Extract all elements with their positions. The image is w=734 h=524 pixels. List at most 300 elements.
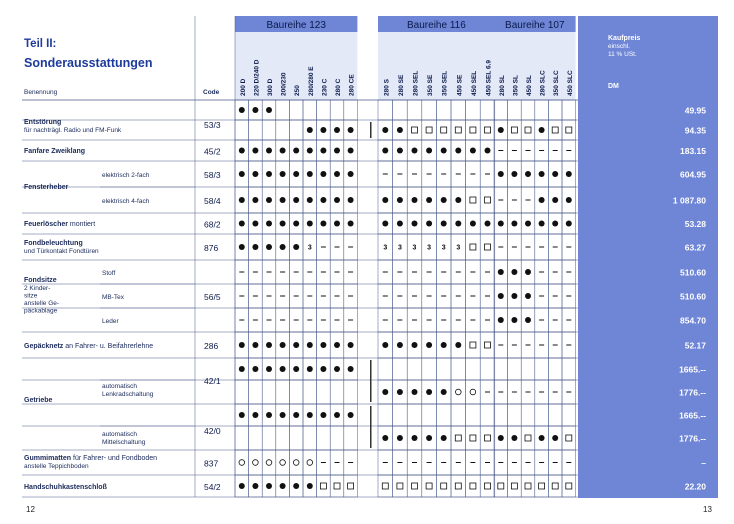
bracket-marker (370, 122, 372, 138)
grid-cell (276, 380, 290, 404)
symbol-dot (348, 171, 354, 177)
fondsitze-sub: sitze (24, 292, 38, 300)
symbol-dot (334, 366, 340, 372)
price-column-bg (578, 16, 718, 498)
symbol-dot (266, 221, 272, 227)
symbol-dot (307, 127, 313, 133)
symbol-open-circle (307, 460, 313, 466)
symbol-dot (293, 221, 299, 227)
price-value: 604.95 (680, 169, 706, 180)
symbol-three: 3 (441, 244, 446, 252)
symbol-dot (348, 127, 354, 133)
symbol-dot (511, 435, 517, 441)
grid-cell (393, 404, 408, 426)
price-value: 854.70 (680, 315, 706, 326)
symbol-dot (455, 197, 461, 203)
grid-cell (330, 426, 344, 450)
grid-cell (562, 404, 576, 426)
symbol-dot (397, 435, 403, 441)
symbol-open-circle (293, 460, 299, 466)
price-value: 52.17 (684, 340, 706, 351)
model-name-models_123: 280 CE (348, 74, 356, 96)
grid-cell (407, 404, 422, 426)
symbol-dot (525, 317, 531, 323)
grid-cell (330, 100, 344, 120)
symbol-dot (498, 269, 504, 275)
grid-cell (393, 100, 408, 120)
symbol-open-square (525, 483, 531, 489)
grid-cell (235, 120, 249, 140)
benennung-header: Benennung (24, 89, 58, 96)
getriebe-lenk-2: Lenkradschaltung (102, 391, 154, 398)
symbol-open-square (334, 483, 340, 489)
symbol-dot (566, 197, 572, 203)
symbol-dot (498, 317, 504, 323)
symbol-open-square (552, 127, 558, 133)
symbol-dot (280, 366, 286, 372)
symbol-dot (280, 221, 286, 227)
fensterheber-4fach: elektrisch 4-fach (102, 198, 150, 205)
symbol-dot (455, 221, 461, 227)
stoff-label: Stoff (102, 270, 116, 277)
symbol-dot (566, 171, 572, 177)
option-code: 68/2 (204, 219, 221, 230)
symbol-dot (266, 366, 272, 372)
symbol-dot (426, 221, 432, 227)
grid-cell (262, 426, 276, 450)
symbol-open-square (485, 342, 491, 348)
symbol-dot (293, 148, 299, 154)
grid-cell (249, 426, 263, 450)
symbol-open-square (566, 127, 572, 133)
grid-cell (480, 404, 495, 426)
symbol-dot (348, 366, 354, 372)
grid-cell (276, 426, 290, 450)
symbol-dot (485, 221, 491, 227)
model-name-models_123: 280 C (335, 78, 342, 96)
symbol-dot (252, 244, 258, 250)
symbol-open-square (382, 483, 388, 489)
grid-cell (535, 100, 549, 120)
symbol-open-square (470, 483, 476, 489)
symbol-open-square (525, 127, 531, 133)
symbol-dot (320, 366, 326, 372)
model-name-models_116: 280 S (383, 79, 391, 96)
grid-cell (262, 380, 276, 404)
symbol-three: 3 (456, 244, 461, 252)
price-value: 22.20 (684, 481, 706, 492)
symbol-open-square (470, 435, 476, 441)
gummimatten-rest: für Fahrer- und Fondboden (71, 455, 158, 462)
grid-cell (494, 358, 508, 380)
symbol-dot (307, 171, 313, 177)
price-value: 1665.-- (679, 364, 706, 375)
model-name-models_123: 220 D/240 D (253, 59, 261, 96)
grid-cell (303, 426, 317, 450)
symbol-dot (441, 221, 447, 227)
symbol-dot (307, 342, 313, 348)
symbol-dot (552, 435, 558, 441)
price-value: 49.95 (684, 105, 706, 116)
symbol-dot (252, 366, 258, 372)
fondsitze-sub: 2 Kinder- (24, 285, 51, 292)
grid-cell (262, 120, 276, 140)
grid-cell (466, 100, 481, 120)
symbol-dot (334, 127, 340, 133)
model-name-models_116: 280 SEL (412, 70, 420, 96)
grid-cell (249, 380, 263, 404)
option-code: 286 (204, 341, 219, 351)
grid-cell (407, 358, 422, 380)
symbol-dot (412, 389, 418, 395)
getriebe-mittel-1: automatisch (102, 431, 138, 438)
symbol-dot (485, 148, 491, 154)
symbol-dot (348, 221, 354, 227)
symbol-open-circle (253, 460, 259, 466)
symbol-open-circle (470, 389, 476, 395)
symbol-dot (511, 293, 517, 299)
grid-cell (422, 358, 437, 380)
entstoerung-label: Entstörung (24, 119, 62, 126)
symbol-open-square (441, 483, 447, 489)
symbol-dot (511, 269, 517, 275)
gummimatten-sub: anstelle Teppichboden (24, 463, 89, 470)
grid-cell (548, 100, 562, 120)
symbol-dot (498, 127, 504, 133)
option-code: 54/2 (204, 482, 221, 492)
symbol-open-square (498, 483, 504, 489)
symbol-dot (293, 483, 299, 489)
symbol-open-square (470, 197, 476, 203)
symbol-dot (252, 221, 258, 227)
symbol-dot (239, 171, 245, 177)
model-name-models_123: 230 C (321, 78, 329, 96)
symbol-dot (470, 221, 476, 227)
symbol-dot (252, 197, 258, 203)
price-value: – (701, 458, 706, 468)
symbol-dot (280, 412, 286, 418)
symbol-dot (441, 342, 447, 348)
symbol-dot (539, 171, 545, 177)
symbol-dot (426, 389, 432, 395)
grid-cell (407, 100, 422, 120)
symbol-dot (397, 148, 403, 154)
price-value: 94.35 (684, 125, 706, 136)
model-name-models_116: 280 SE (397, 74, 405, 96)
symbol-dot (293, 244, 299, 250)
option-code: 56/5 (204, 292, 221, 302)
grid-cell (393, 358, 408, 380)
symbol-dot (426, 148, 432, 154)
model-name-models_107: 350 SLC (553, 70, 561, 96)
option-code: 837 (204, 458, 219, 469)
symbol-open-square (441, 127, 447, 133)
symbol-open-square (485, 435, 491, 441)
symbol-dot (397, 389, 403, 395)
symbol-dot (266, 107, 272, 113)
symbol-dot (307, 483, 313, 489)
grid-cell (303, 380, 317, 404)
symbol-open-circle (266, 460, 272, 466)
symbol-open-square (566, 435, 572, 441)
symbol-dot (397, 342, 403, 348)
option-code: 876 (204, 243, 219, 253)
symbol-dot (566, 221, 572, 227)
symbol-dot (511, 221, 517, 227)
grid-cell (422, 404, 437, 426)
price-header: Kaufpreis (608, 35, 641, 42)
symbol-dot (334, 148, 340, 154)
symbol-dot (280, 483, 286, 489)
getriebe-lenk-code: 42/1 (204, 376, 221, 386)
grid-cell (436, 358, 451, 380)
symbol-dot (539, 127, 545, 133)
symbol-dot (320, 148, 326, 154)
symbol-dot (320, 127, 326, 133)
grid-cell (378, 100, 393, 120)
model-name-models_107: 280 SL (498, 75, 506, 96)
fensterheber-2fach: elektrisch 2-fach (102, 172, 150, 179)
symbol-dot (348, 342, 354, 348)
symbol-dot (511, 317, 517, 323)
symbol-dot (239, 244, 245, 250)
page-number-left: 12 (26, 505, 35, 514)
symbol-dot (320, 342, 326, 348)
code-header: Code (203, 89, 220, 96)
symbol-open-square (511, 127, 517, 133)
getriebe-label: Getriebe (24, 397, 53, 404)
grid-cell (562, 100, 576, 120)
grid-cell (317, 426, 331, 450)
symbol-dot (307, 197, 313, 203)
symbol-dot (252, 483, 258, 489)
grid-cell (378, 404, 393, 426)
section-label: Teil II: (24, 38, 57, 50)
symbol-dot (266, 197, 272, 203)
fondbeleuchtung-label: Fondbeleuchtung (24, 240, 83, 247)
symbol-dot (239, 412, 245, 418)
model-name-models_116: 450 SEL 6.9 (485, 59, 493, 96)
symbol-dot (412, 342, 418, 348)
symbol-open-circle (456, 389, 462, 395)
symbol-open-square (552, 483, 558, 489)
symbol-open-square (485, 197, 491, 203)
symbol-dot (280, 244, 286, 250)
symbol-dot (239, 221, 245, 227)
symbol-dot (320, 221, 326, 227)
grid-cell (535, 358, 549, 380)
symbol-dot (426, 342, 432, 348)
grid-cell (436, 100, 451, 120)
symbol-dot (441, 197, 447, 203)
symbol-dot (382, 221, 388, 227)
grid-cell (548, 404, 562, 426)
symbol-dot (280, 342, 286, 348)
fondsitze-sub: anstelle Ge- (24, 300, 60, 307)
grid-cell (521, 100, 535, 120)
symbol-dot (266, 412, 272, 418)
grid-cell (235, 380, 249, 404)
symbol-dot (334, 221, 340, 227)
gepaecknetz-rest: an Fahrer- u. Beifahrerlehne (63, 343, 154, 350)
symbol-dot (266, 483, 272, 489)
getriebe-mittel-2: Mittelschaltung (102, 439, 146, 446)
model-name-models_107: 450 SLC (566, 70, 574, 96)
grid-cell (317, 100, 331, 120)
grid-cell (548, 358, 562, 380)
price-value: 510.60 (680, 291, 706, 302)
model-name-models_123: 250 (294, 85, 302, 96)
symbol-dot (382, 127, 388, 133)
symbol-dot (320, 412, 326, 418)
option-code: 58/4 (204, 196, 221, 206)
symbol-dot (426, 435, 432, 441)
symbol-dot (239, 366, 245, 372)
symbol-open-square (485, 127, 491, 133)
symbol-dot (334, 412, 340, 418)
symbol-dot (266, 148, 272, 154)
grid-cell (249, 120, 263, 140)
symbol-three: 3 (397, 244, 402, 252)
symbol-dot (412, 148, 418, 154)
symbol-dot (525, 269, 531, 275)
symbol-dot (470, 148, 476, 154)
symbol-open-square (426, 483, 432, 489)
symbol-open-square (412, 483, 418, 489)
symbol-dot (552, 197, 558, 203)
symbol-dot (397, 127, 403, 133)
model-name-models_123: 200/230 (280, 72, 288, 96)
symbol-dot (498, 293, 504, 299)
symbol-open-circle (280, 460, 286, 466)
symbol-open-square (455, 435, 461, 441)
grid-cell (344, 100, 358, 120)
grid-cell (451, 100, 466, 120)
grid-cell (466, 404, 481, 426)
symbol-dot (382, 435, 388, 441)
symbol-dot (525, 221, 531, 227)
gummimatten-label: Gummimatten für Fahrer- und Fondboden (24, 455, 158, 462)
fondsitze-sub: päckablage (24, 307, 58, 315)
handschuhkasten-label: Handschuhkastenschloß (24, 484, 107, 491)
grid-cell (494, 100, 508, 120)
symbol-dot (307, 412, 313, 418)
symbol-dot (252, 148, 258, 154)
grid-cell (562, 358, 576, 380)
leder-label: Leder (102, 318, 119, 325)
price-value: 53.28 (684, 219, 706, 229)
symbol-dot (266, 244, 272, 250)
symbol-open-square (470, 127, 476, 133)
grid-cell (235, 426, 249, 450)
fondsitze-label: Fondsitze (24, 277, 57, 284)
symbol-dot (539, 435, 545, 441)
symbol-dot (382, 389, 388, 395)
symbol-dot (539, 197, 545, 203)
entstoerung-sub: für nachträgl. Radio und FM-Funk (24, 127, 122, 134)
symbol-open-square (426, 127, 432, 133)
model-name-models_107: 350 SL (512, 75, 520, 96)
symbol-dot (455, 342, 461, 348)
symbol-dot (397, 197, 403, 203)
symbol-dot (239, 197, 245, 203)
symbol-dot (334, 171, 340, 177)
symbol-dot (252, 107, 258, 113)
price-value: 1665.-- (679, 410, 706, 421)
symbol-dot (334, 197, 340, 203)
group-title-107: Baureihe 107 (505, 20, 565, 31)
symbol-dot (382, 342, 388, 348)
symbol-dot (382, 148, 388, 154)
symbol-dot (348, 412, 354, 418)
model-name-models_116: 450 SEL (470, 70, 478, 96)
symbol-dot (320, 171, 326, 177)
symbol-dot (552, 171, 558, 177)
symbol-open-square (455, 483, 461, 489)
grid-cell (289, 100, 303, 120)
model-name-models_123: 200 D (239, 78, 247, 96)
symbol-open-square (539, 483, 545, 489)
grid-cell (508, 100, 522, 120)
symbol-dot (266, 342, 272, 348)
symbol-dot (252, 412, 258, 418)
symbol-open-square (397, 483, 403, 489)
price-value: 510.60 (680, 267, 706, 278)
symbol-three: 3 (307, 244, 312, 252)
grid-cell (521, 358, 535, 380)
symbol-dot (239, 483, 245, 489)
symbol-open-square (455, 127, 461, 133)
symbol-dot (293, 366, 299, 372)
symbol-open-square (320, 483, 326, 489)
symbol-dot (252, 342, 258, 348)
symbol-open-square (485, 483, 491, 489)
grid-cell (276, 100, 290, 120)
grid-cell (289, 120, 303, 140)
bracket-marker (370, 360, 372, 402)
mbtex-label: MB-Tex (102, 294, 125, 301)
symbol-dot (239, 148, 245, 154)
grid-cell (276, 120, 290, 140)
price-value: 63.27 (684, 242, 706, 253)
symbol-dot (280, 148, 286, 154)
grid-cell (480, 358, 495, 380)
symbol-dot (498, 221, 504, 227)
model-name-models_116: 350 SE (427, 74, 435, 96)
symbol-dot (280, 197, 286, 203)
price-value: 183.15 (680, 146, 706, 156)
model-name-models_107: 450 SL (526, 75, 533, 96)
symbol-dot (266, 171, 272, 177)
symbol-dot (412, 197, 418, 203)
fanfare-label: Fanfare Zweiklang (24, 148, 86, 155)
symbol-dot (239, 107, 245, 113)
grid-cell (508, 358, 522, 380)
symbol-dot (293, 412, 299, 418)
symbol-dot (525, 171, 531, 177)
symbol-open-square (470, 244, 476, 250)
symbol-dot (293, 342, 299, 348)
fondbeleuchtung-sub: und Türkontakt Fondtüren (24, 248, 99, 255)
entstoerung-code: 53/3 (204, 120, 221, 130)
symbol-open-circle (239, 460, 245, 466)
model-name-models_123: 280/280 E (307, 66, 315, 96)
symbol-open-square (511, 483, 517, 489)
symbol-dot (498, 435, 504, 441)
symbol-dot (382, 197, 388, 203)
model-header-107 (494, 32, 576, 100)
page-title: Sonderausstattungen (24, 56, 153, 70)
